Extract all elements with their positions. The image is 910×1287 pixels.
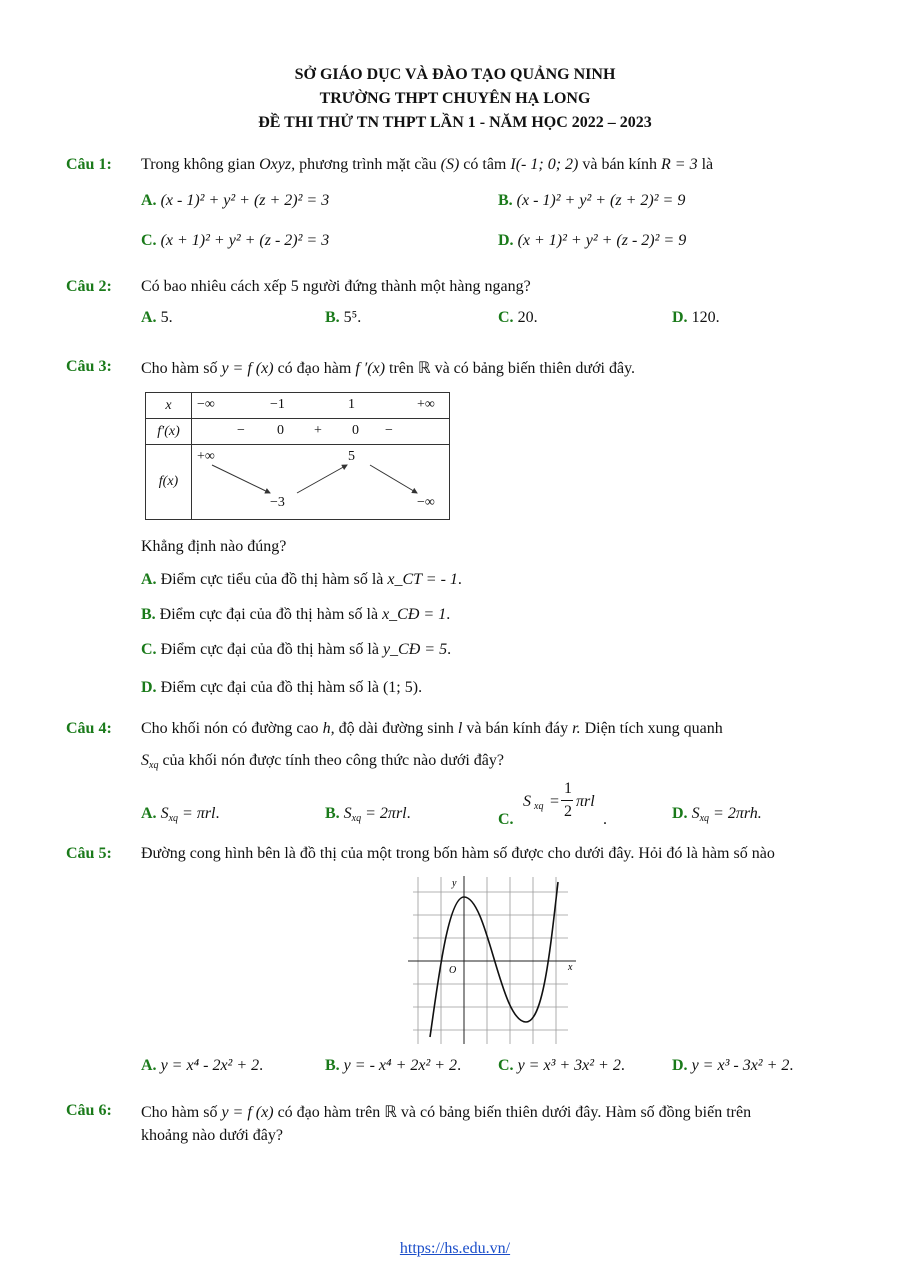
- option-text: = πrl: [182, 805, 216, 822]
- option-letter: D.: [672, 1057, 688, 1074]
- option-text: Điểm cực đại của đồ thị hàm số là: [160, 679, 379, 696]
- option-letter: B.: [325, 309, 340, 326]
- q1-option-c[interactable]: [141, 232, 329, 250]
- vt-x-value: +∞: [417, 397, 435, 412]
- q1-math-sphere: (S): [440, 156, 460, 173]
- q6-text: có đạo hàm trên: [277, 1104, 381, 1121]
- q6-label: Câu 6:: [66, 1102, 112, 1119]
- q1-option-a[interactable]: [141, 192, 329, 210]
- option-letter: A.: [141, 805, 157, 822]
- q2-text: Có bao nhiêu cách xếp: [141, 278, 287, 295]
- option-letter: D.: [498, 232, 514, 249]
- q1-stem: [141, 156, 713, 174]
- vt-f-value: −∞: [417, 495, 435, 510]
- vt-f-label: f(x): [146, 445, 192, 520]
- header-line-1: SỞ GIÁO DỤC VÀ ĐÀO TẠO QUẢNG NINH: [294, 66, 616, 83]
- option-math: y_CĐ = 5: [382, 641, 448, 658]
- vt-fp-value: +: [314, 423, 322, 438]
- option-math: S: [523, 793, 531, 810]
- header-line-2: TRƯỜNG THPT CHUYÊN HẠ LONG: [319, 90, 591, 107]
- option-letter: C.: [141, 232, 157, 249]
- option-letter: B.: [325, 1057, 340, 1074]
- vt-fp-value: −: [237, 423, 245, 438]
- option-math: x_CT = - 1: [387, 571, 458, 588]
- option-letter: D.: [672, 805, 688, 822]
- q4-text: và bán kính đáy: [466, 720, 569, 737]
- q3-option-d[interactable]: D. Điểm cực đại của đồ thị hàm số là (1; 5).: [141, 679, 423, 696]
- q4-math: r.: [572, 720, 581, 737]
- q3-math-deriv: f ′(x): [355, 360, 386, 377]
- option-math: S: [691, 805, 700, 822]
- q6-math: y = f (x): [221, 1104, 274, 1121]
- option-letter: B.: [325, 805, 340, 822]
- option-letter: C.: [498, 811, 514, 828]
- q5-label: Câu 5:: [66, 845, 112, 862]
- vt-x-value: 1: [348, 397, 355, 412]
- option-math: S: [160, 805, 169, 822]
- fraction-bar: [561, 800, 573, 801]
- header-line-3: ĐỀ THI THỬ TN THPT LẦN 1 - NĂM HỌC 2022 – 2023: [258, 114, 652, 131]
- q3-text: và có bảng biến thiên dưới đây.: [434, 360, 636, 377]
- q3-option-a[interactable]: A. Điểm cực tiểu của đồ thị hàm số là x_CT = - 1.: [141, 571, 462, 588]
- q2-label: Câu 2:: [66, 278, 112, 295]
- option-text: y = x³ + 3x² + 2: [517, 1057, 621, 1074]
- q4-text: Diện tích xung quanh: [584, 720, 723, 737]
- footer: [0, 1240, 910, 1258]
- option-math-sub: xq: [699, 813, 710, 824]
- option-text: 5: [160, 309, 169, 326]
- q1-text: có tâm: [463, 156, 507, 173]
- q1-math-space: Oxyz,: [259, 156, 296, 173]
- q3-text: Cho hàm số: [141, 360, 218, 377]
- option-text: Điểm cực đại của đồ thị hàm số là: [159, 606, 379, 623]
- option-letter: A.: [141, 1057, 157, 1074]
- origin-label: O: [449, 965, 457, 976]
- q4-label: Câu 4:: [66, 720, 112, 737]
- q4-math: S: [141, 752, 149, 769]
- vt-f-value: 5: [348, 449, 355, 464]
- vt-arrow-down: [370, 465, 417, 493]
- q1-option-b[interactable]: [498, 192, 685, 210]
- vt-f-value: +∞: [197, 449, 215, 464]
- option-text: (x - 1)² + y² + (z + 2)² = 3: [160, 192, 330, 209]
- option-math: x_CĐ = 1: [382, 606, 447, 623]
- q3-text: có đạo hàm: [277, 360, 352, 377]
- vt-x-value: −∞: [197, 397, 215, 412]
- vt-fp-value: 0: [352, 423, 359, 438]
- option-text: = 2πrh.: [713, 805, 762, 822]
- q3-text: trên: [389, 360, 414, 377]
- q6-text: và có bảng biến thiên dưới đây. Hàm số đồng biến trên: [400, 1104, 752, 1121]
- option-letter: B.: [141, 606, 156, 623]
- q6-text: Cho hàm số: [141, 1104, 218, 1121]
- x-axis-label: x: [568, 962, 573, 973]
- q1-text: phương trình mặt cầu: [299, 156, 437, 173]
- vt-fp-label: f′(x): [146, 419, 192, 445]
- option-letter: A.: [141, 571, 157, 588]
- q2-text: người đứng thành một hàng ngang?: [302, 278, 531, 295]
- q6-math: ℝ: [384, 1104, 397, 1121]
- q5-graph: [408, 872, 580, 1044]
- vt-x-value: −1: [270, 397, 285, 412]
- option-math: (1; 5): [382, 679, 419, 696]
- q3-option-c[interactable]: C. Điểm cực đại của đồ thị hàm số là y_CĐ = 5.: [141, 641, 452, 658]
- option-text: Điểm cực tiểu của đồ thị hàm số là: [160, 571, 384, 588]
- q5-stem: Đường cong hình bên là đồ thị của một trong bốn hàm số được cho dưới đây. Hỏi đó là hàm số nào: [141, 845, 775, 862]
- option-text: 5⁵: [343, 309, 358, 326]
- q5-option-a[interactable]: A. y = x⁴ - 2x² + 2.: [141, 1057, 264, 1074]
- q3-label: Câu 3:: [66, 358, 112, 375]
- q4-option-d[interactable]: [672, 805, 762, 824]
- option-math: S: [343, 805, 352, 822]
- q4-stem: [141, 720, 723, 738]
- q1-text: là: [701, 156, 714, 173]
- option-math-sub: xq: [168, 813, 179, 824]
- option-letter: C.: [498, 1057, 514, 1074]
- q4-text: của khối nón được tính theo công thức nào dưới đây?: [162, 752, 504, 769]
- option-text: (x - 1)² + y² + (z + 2)² = 9: [516, 192, 686, 209]
- option-text: y = x⁴ - 2x² + 2: [160, 1057, 260, 1074]
- option-text: (x + 1)² + y² + (z - 2)² = 9: [517, 232, 687, 249]
- q4-option-a[interactable]: A. $S_{xq} = \pi rl$.: [141, 805, 220, 824]
- q6-stem: [141, 1102, 751, 1122]
- option-math-sub: xq: [351, 813, 362, 824]
- q5-option-b[interactable]: B. y = - x⁴ + 2x² + 2.: [325, 1057, 462, 1074]
- option-text: 20: [517, 309, 534, 326]
- vt-fp-value: −: [385, 423, 393, 438]
- option-text: 120: [691, 309, 716, 326]
- q2-option-b[interactable]: B. 5⁵.: [325, 309, 362, 326]
- option-text: (x + 1)² + y² + (z - 2)² = 3: [160, 232, 330, 249]
- option-text: Điểm cực đại của đồ thị hàm số là: [160, 641, 379, 658]
- q1-math-radius: R = 3: [661, 156, 698, 173]
- vt-arrows: [192, 445, 451, 519]
- option-letter: D.: [672, 309, 688, 326]
- vt-fp-value: 0: [277, 423, 284, 438]
- vt-x-label: x: [146, 393, 192, 419]
- q3-stem: [141, 358, 635, 378]
- curve: [430, 882, 558, 1037]
- option-text: πrl: [576, 793, 595, 810]
- q5-option-c[interactable]: C. y = x³ + 3x² + 2.: [498, 1057, 625, 1074]
- q1-label: Câu 1:: [66, 156, 112, 173]
- q3-math-func: y = f (x): [221, 360, 274, 377]
- q1-math-center: I(- 1; 0; 2): [510, 156, 579, 173]
- q4-math: h,: [322, 720, 335, 737]
- q2-option-d[interactable]: D. 120.: [672, 309, 720, 326]
- q1-text: và bán kính: [582, 156, 657, 173]
- q6-stem-2: khoảng nào dưới đây?: [141, 1127, 283, 1144]
- option-letter: D.: [141, 679, 157, 696]
- q4-text: Cho khối nón có đường cao: [141, 720, 319, 737]
- q2-option-c[interactable]: C. 20.: [498, 309, 538, 326]
- q3-prompt: Khẳng định nào đúng?: [141, 538, 287, 555]
- q5-option-d[interactable]: D. y = x³ - 3x² + 2.: [672, 1057, 794, 1074]
- y-axis-label: y: [452, 878, 457, 889]
- option-text: y = - x⁴ + 2x² + 2: [343, 1057, 458, 1074]
- fraction-denominator: 2: [564, 803, 572, 820]
- vt-f-value: −3: [270, 495, 285, 510]
- option-letter: A.: [141, 309, 157, 326]
- q1-option-d[interactable]: [498, 232, 686, 250]
- q2-stem: [141, 278, 531, 296]
- vt-x-row: [192, 393, 450, 419]
- footer-link[interactable]: https://hs.edu.vn/: [399, 1240, 511, 1257]
- vt-f-row: [192, 445, 450, 520]
- option-letter: B.: [498, 192, 513, 209]
- option-letter: C.: [141, 641, 157, 658]
- variation-table: [145, 392, 450, 520]
- q4-math-sub: xq: [149, 760, 159, 771]
- q2-math: 5: [290, 278, 299, 295]
- q3-math-reals: ℝ: [417, 360, 431, 377]
- option-letter: C.: [498, 309, 514, 326]
- q4-stem-2: [141, 752, 504, 771]
- fraction-numerator: 1: [564, 780, 572, 797]
- option-letter: A.: [141, 192, 157, 209]
- option-text: y = x³ - 3x² + 2: [691, 1057, 790, 1074]
- option-math-sub: xq: [534, 801, 544, 812]
- vt-fp-row: [192, 419, 450, 445]
- vt-arrow-down: [212, 465, 270, 493]
- option-text: = 2πrl: [365, 805, 407, 822]
- q4-text: độ dài đường sinh: [338, 720, 454, 737]
- q4-math: l: [457, 720, 463, 737]
- q4-option-b[interactable]: B. $S_{xq} = 2\pi rl$.: [325, 805, 411, 824]
- q1-text: Trong không gian: [141, 156, 256, 173]
- vt-arrow-up: [297, 465, 347, 493]
- q2-option-a[interactable]: A. 5.: [141, 309, 173, 326]
- q3-option-b[interactable]: B. Điểm cực đại của đồ thị hàm số là x_CĐ = 1.: [141, 606, 451, 623]
